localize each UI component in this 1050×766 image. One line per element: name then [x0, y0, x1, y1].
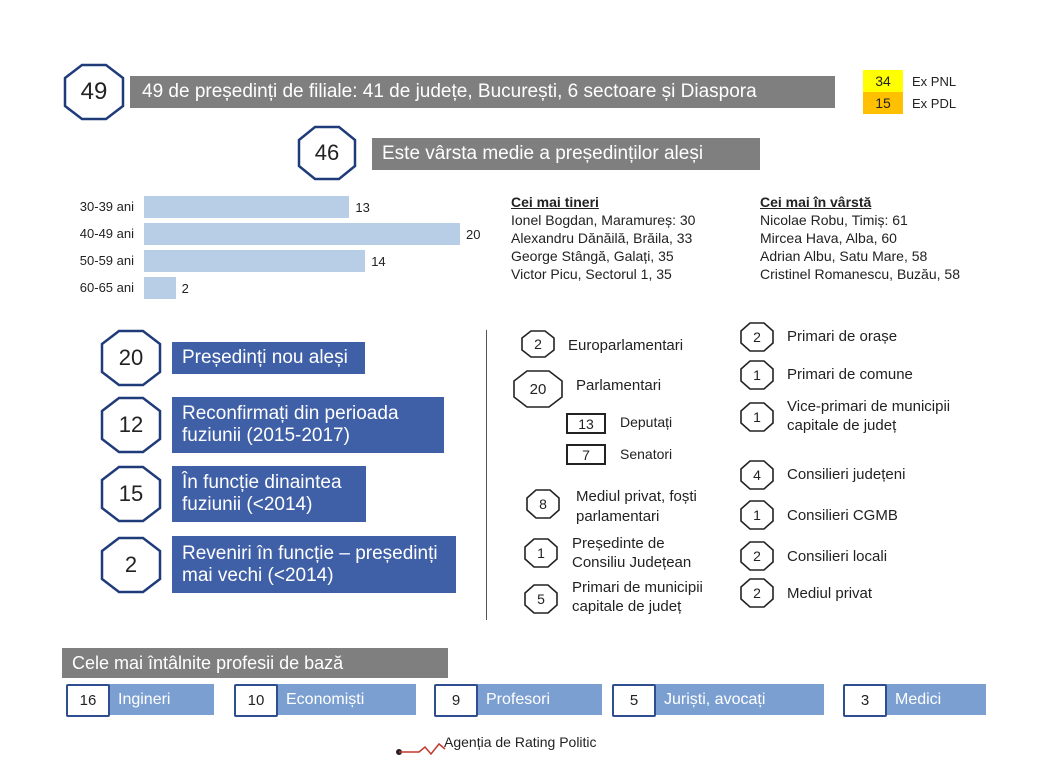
role-label: Primari de orașe — [787, 328, 898, 345]
age-bar-value: 20 — [466, 227, 481, 242]
profession-label: Profesori — [476, 684, 602, 715]
youngest-title: Cei mai tineri — [511, 194, 599, 210]
role-label: Consilieri județeni — [787, 466, 906, 483]
role-badge: 5 — [524, 584, 558, 614]
age-bar — [144, 196, 349, 218]
status-text-reconfirmed: Reconfirmați din perioada fuziunii (2015-2017) — [172, 397, 444, 453]
profession-count: 16 — [66, 684, 110, 717]
oldest-item: Adrian Albu, Satu Mare, 58 — [760, 248, 928, 264]
total-badge: 49 — [64, 64, 124, 120]
role-label: Parlamentari — [576, 377, 662, 394]
role-label: Mediul privat — [787, 585, 873, 602]
role-label: Consilieri CGMB — [787, 507, 898, 524]
professions-title: Cele mai întâlnite profesii de bază — [62, 648, 448, 678]
age-bar-value: 13 — [355, 200, 370, 215]
profession-label: Ingineri — [108, 684, 214, 715]
age-bar — [144, 277, 176, 299]
profession-label: Juriști, avocați — [654, 684, 824, 715]
divider — [486, 330, 487, 620]
age-category-label: 60-65 ani — [79, 280, 134, 295]
role-badge: 2 — [740, 578, 774, 608]
role-label: Președinte de Consiliu Județean — [572, 535, 692, 571]
legend-value-pnl: 34 — [875, 73, 891, 89]
role-badge: 7 — [566, 444, 606, 465]
profession-count: 5 — [612, 684, 656, 717]
youngest-item: Ionel Bogdan, Maramureș: 30 — [511, 212, 696, 228]
age-bar-value: 2 — [181, 281, 189, 296]
total-text: 49 de președinți de filiale: 41 de județe, București, 6 sectoare și Diaspora — [142, 81, 757, 102]
age-category-label: 40-49 ani — [79, 226, 134, 241]
profession-count: 3 — [843, 684, 887, 717]
legend-label-pnl: Ex PNL — [912, 74, 957, 89]
oldest-item: Cristinel Romanescu, Buzău, 58 — [760, 266, 960, 282]
role-badge: 1 — [740, 500, 774, 530]
status-text-returned: Reveniri în funcție – președinți mai vechi (<2014) — [172, 536, 456, 593]
age-banner — [372, 138, 760, 170]
role-badge: 2 — [740, 541, 774, 571]
oldest-item: Nicolae Robu, Timiș: 61 — [760, 212, 908, 228]
role-badge: 1 — [524, 538, 558, 568]
legend-swatch-pdl — [863, 92, 903, 114]
role-badge: 1 — [740, 402, 774, 432]
status-badge-returned: 2 — [101, 537, 161, 593]
role-badge: 20 — [513, 370, 563, 408]
age-bar — [144, 223, 460, 245]
oldest-title: Cei mai în vârstă — [760, 194, 872, 210]
legend-label-pdl: Ex PDL — [912, 96, 957, 111]
oldest-list — [760, 193, 960, 283]
legend-swatch-pnl — [863, 70, 903, 92]
role-badge: 1 — [740, 360, 774, 390]
youngest-item: George Stângă, Galați, 35 — [511, 248, 674, 264]
role-label: Mediul privat, foști parlamentari — [576, 488, 697, 525]
age-bar-value: 14 — [371, 254, 386, 269]
youngest-item: Victor Picu, Sectorul 1, 35 — [511, 266, 672, 282]
role-label: Primari de municipii capitale de județ — [572, 579, 703, 615]
status-text-before: În funcție dinaintea fuziunii (<2014) — [172, 466, 366, 522]
age-badge: 46 — [298, 126, 356, 180]
status-badge-new: 20 — [101, 330, 161, 386]
profession-label: Economiști — [276, 684, 416, 715]
profession-count: 10 — [234, 684, 278, 717]
role-label: Senatori — [620, 446, 673, 462]
status-badge-reconfirmed: 12 — [101, 397, 161, 453]
profession-label: Medici — [885, 684, 986, 715]
oldest-item: Mircea Hava, Alba, 60 — [760, 230, 897, 246]
role-badge: 13 — [566, 413, 606, 434]
role-badge: 4 — [740, 460, 774, 490]
role-badge: 2 — [740, 322, 774, 352]
age-bar — [144, 250, 365, 272]
age-category-label: 30-39 ani — [79, 199, 134, 214]
role-label: Deputați — [620, 414, 673, 430]
role-label: Vice-primari de municipii capitale de județ — [787, 398, 951, 434]
total-banner — [130, 76, 835, 108]
legend-value-pdl: 15 — [875, 95, 891, 111]
status-badge-before: 15 — [101, 466, 161, 522]
brand-name: Agenția de Rating Politic — [444, 734, 597, 750]
role-label: Primari de comune — [787, 366, 913, 383]
profession-count: 9 — [434, 684, 478, 717]
role-label: Consilieri locali — [787, 548, 888, 565]
role-badge: 8 — [526, 489, 560, 519]
youngest-item: Alexandru Dănăilă, Brăila, 33 — [511, 230, 693, 246]
status-text-new: Președinți nou aleși — [172, 342, 365, 374]
age-text: Este vârsta medie a președinților aleși — [382, 143, 704, 164]
role-badge: 2 — [521, 330, 555, 358]
age-category-label: 50-59 ani — [79, 253, 134, 268]
role-label: Europarlamentari — [568, 337, 684, 354]
youngest-list — [511, 193, 695, 283]
